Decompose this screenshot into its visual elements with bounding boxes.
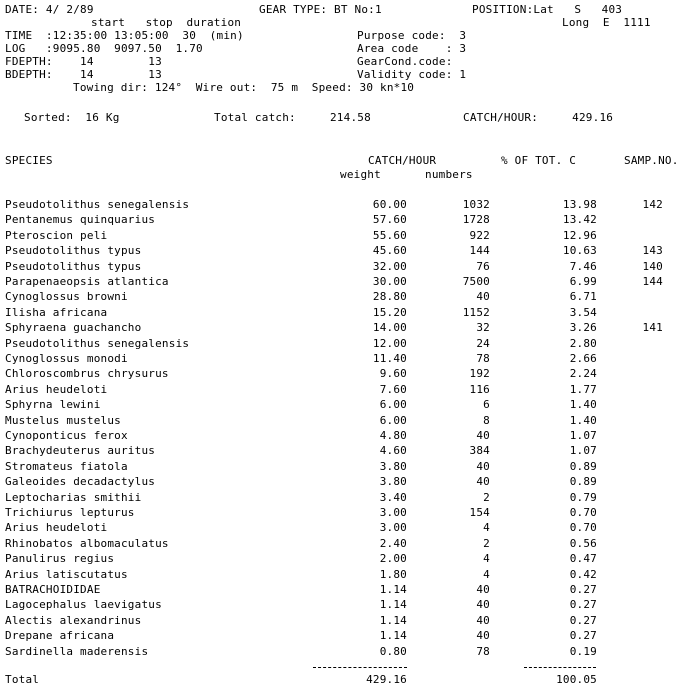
weight-value: 30.00 [372, 275, 407, 288]
pct-value: 0.56 [569, 537, 597, 550]
weight-value: 1.14 [379, 629, 407, 642]
log-field: LOG :9095.80 9097.50 1.70 [5, 42, 203, 55]
sample-number: 143 [642, 244, 663, 257]
weight-value: 7.60 [379, 383, 407, 396]
numbers-value: 32 [476, 321, 490, 334]
catch-hour-header: CATCH/HOUR [368, 154, 437, 167]
total-catch-field: Total catch: 214.58 [214, 111, 371, 124]
date-field: DATE: 4/ 2/89 [5, 3, 94, 16]
species-name: Pentanemus quinquarius [5, 213, 156, 226]
pct-value: 13.42 [562, 213, 597, 226]
species-name: Cynoponticus ferox [5, 429, 128, 442]
species-name: Pseudotolithus senegalensis [5, 337, 190, 350]
sample-number: 142 [642, 198, 663, 211]
sample-number: 144 [642, 275, 663, 288]
validity-code-field: Validity code: 1 [357, 68, 467, 81]
numbers-value: 1152 [462, 306, 490, 319]
position-lat-field: POSITION:Lat S 403 [472, 3, 623, 16]
numbers-value: 40 [476, 614, 490, 627]
species-name: Pteroscion peli [5, 229, 108, 242]
numbers-value: 40 [476, 429, 490, 442]
weight-value: 57.60 [372, 213, 407, 226]
numbers-value: 40 [476, 629, 490, 642]
species-name: Stromateus fiatola [5, 460, 128, 473]
weight-value: 6.00 [379, 414, 407, 427]
pct-value: 1.40 [569, 414, 597, 427]
pct-value: 0.47 [569, 552, 597, 565]
pct-value: 0.42 [569, 568, 597, 581]
species-name: Cynoglossus browni [5, 290, 128, 303]
species-name: Pseudotolithus senegalensis [5, 198, 190, 211]
numbers-value: 144 [469, 244, 490, 257]
pct-value: 13.98 [562, 198, 597, 211]
numbers-value: 76 [476, 260, 490, 273]
pct-value: 0.89 [569, 475, 597, 488]
weight-value: 32.00 [372, 260, 407, 273]
pct-value: 1.07 [569, 444, 597, 457]
species-name: Mustelus mustelus [5, 414, 121, 427]
species-name: Arius heudeloti [5, 383, 108, 396]
weight-value: 28.80 [372, 290, 407, 303]
pct-value: 3.26 [569, 321, 597, 334]
weight-value: 1.14 [379, 614, 407, 627]
numbers-value: 4 [483, 568, 490, 581]
numbers-value: 78 [476, 352, 490, 365]
weight-value: 3.40 [379, 491, 407, 504]
species-name: Ilisha africana [5, 306, 108, 319]
pct-value: 6.99 [569, 275, 597, 288]
pct-value: 1.40 [569, 398, 597, 411]
bdepth-field: BDEPTH: 14 13 [5, 68, 162, 81]
species-name: Panulirus regius [5, 552, 115, 565]
weight-value: 3.00 [379, 521, 407, 534]
weight-value: 4.80 [379, 429, 407, 442]
area-code-field: Area code : 3 [357, 42, 467, 55]
species-name: Leptocharias smithii [5, 491, 142, 504]
position-long-field: Long E 1111 [562, 16, 651, 29]
gear-type-field: GEAR TYPE: BT No:1 [259, 3, 382, 16]
species-name: Sphyraena guachancho [5, 321, 142, 334]
species-name: Galeoides decadactylus [5, 475, 156, 488]
numbers-value: 2 [483, 537, 490, 550]
species-name: Pseudotolithus typus [5, 260, 142, 273]
species-name: BATRACHOIDIDAE [5, 583, 101, 596]
species-name: Arius latiscutatus [5, 568, 128, 581]
pct-value: 0.27 [569, 614, 597, 627]
sorted-field: Sorted: 16 Kg [24, 111, 120, 124]
numbers-value: 8 [483, 414, 490, 427]
weight-value: 3.80 [379, 460, 407, 473]
numbers-value: 40 [476, 583, 490, 596]
numbers-value: 7500 [462, 275, 490, 288]
numbers-value: 1728 [462, 213, 490, 226]
pct-total-header: % OF TOT. C [501, 154, 577, 167]
numbers-value: 384 [469, 444, 490, 457]
pct-value: 0.70 [569, 506, 597, 519]
catch-hour-field: CATCH/HOUR: 429.16 [463, 111, 614, 124]
weight-value: 2.40 [379, 537, 407, 550]
species-name: Sardinella maderensis [5, 645, 149, 658]
numbers-subheader: numbers [425, 168, 473, 181]
weight-value: 9.60 [379, 367, 407, 380]
species-name: Arius heudeloti [5, 521, 108, 534]
pct-value: 0.27 [569, 629, 597, 642]
total-pct: 100.05 [556, 673, 597, 686]
weight-value: 0.80 [379, 645, 407, 658]
species-name: Cynoglossus monodi [5, 352, 128, 365]
time-field: TIME :12:35:00 13:05:00 30 (min) [5, 29, 244, 42]
total-weight: 429.16 [366, 673, 407, 686]
species-name: Chloroscombrus chrysurus [5, 367, 169, 380]
weight-value: 6.00 [379, 398, 407, 411]
pct-value: 2.66 [569, 352, 597, 365]
pct-value: 0.70 [569, 521, 597, 534]
weight-value: 14.00 [372, 321, 407, 334]
sample-number: 141 [642, 321, 663, 334]
pct-value: 7.46 [569, 260, 597, 273]
pct-value: 6.71 [569, 290, 597, 303]
species-name: Rhinobatos albomaculatus [5, 537, 169, 550]
species-name: Alectis alexandrinus [5, 614, 142, 627]
numbers-value: 192 [469, 367, 490, 380]
weight-value: 2.00 [379, 552, 407, 565]
pct-value: 0.79 [569, 491, 597, 504]
weight-value: 1.14 [379, 598, 407, 611]
pct-value: 0.27 [569, 583, 597, 596]
numbers-value: 40 [476, 290, 490, 303]
numbers-value: 4 [483, 552, 490, 565]
weight-value: 12.00 [372, 337, 407, 350]
weight-subheader: weight [340, 168, 381, 181]
weight-value: 11.40 [372, 352, 407, 365]
numbers-value: 116 [469, 383, 490, 396]
pct-value: 10.63 [562, 244, 597, 257]
numbers-value: 78 [476, 645, 490, 658]
numbers-value: 40 [476, 460, 490, 473]
species-name: Drepane africana [5, 629, 115, 642]
pct-value: 1.77 [569, 383, 597, 396]
pct-value: 2.80 [569, 337, 597, 350]
weight-value: 15.20 [372, 306, 407, 319]
weight-value: 4.60 [379, 444, 407, 457]
species-name: Brachydeuterus auritus [5, 444, 156, 457]
numbers-value: 154 [469, 506, 490, 519]
purpose-code-field: Purpose code: 3 [357, 29, 467, 42]
pct-value: 3.54 [569, 306, 597, 319]
weight-value: 1.80 [379, 568, 407, 581]
species-name: Sphyrna lewini [5, 398, 101, 411]
weight-value: 45.60 [372, 244, 407, 257]
sample-number: 140 [642, 260, 663, 273]
numbers-value: 2 [483, 491, 490, 504]
pct-value: 1.07 [569, 429, 597, 442]
towing-line: Towing dir: 124° Wire out: 75 m Speed: 30 kn*10 [73, 81, 415, 94]
pct-value: 12.96 [562, 229, 597, 242]
weight-total-rule [313, 667, 407, 668]
pct-value: 0.89 [569, 460, 597, 473]
numbers-value: 24 [476, 337, 490, 350]
species-header: SPECIES [5, 154, 53, 167]
weight-value: 3.00 [379, 506, 407, 519]
species-name: Trichiurus lepturus [5, 506, 135, 519]
numbers-value: 6 [483, 398, 490, 411]
weight-value: 3.80 [379, 475, 407, 488]
numbers-value: 40 [476, 475, 490, 488]
pct-total-rule [524, 667, 596, 668]
species-name: Lagocephalus laevigatus [5, 598, 162, 611]
pct-value: 2.24 [569, 367, 597, 380]
sample-number-header: SAMP.NO. [624, 154, 679, 167]
pct-value: 0.27 [569, 598, 597, 611]
numbers-value: 4 [483, 521, 490, 534]
total-label: Total [5, 673, 40, 686]
fdepth-field: FDEPTH: 14 13 [5, 55, 162, 68]
numbers-value: 40 [476, 598, 490, 611]
weight-value: 60.00 [372, 198, 407, 211]
numbers-value: 1032 [462, 198, 490, 211]
column-headings: start stop duration [91, 16, 242, 29]
weight-value: 55.60 [372, 229, 407, 242]
species-name: Pseudotolithus typus [5, 244, 142, 257]
pct-value: 0.19 [569, 645, 597, 658]
gearcond-code-field: GearCond.code: [357, 55, 453, 68]
numbers-value: 922 [469, 229, 490, 242]
weight-value: 1.14 [379, 583, 407, 596]
species-name: Parapenaeopsis atlantica [5, 275, 169, 288]
